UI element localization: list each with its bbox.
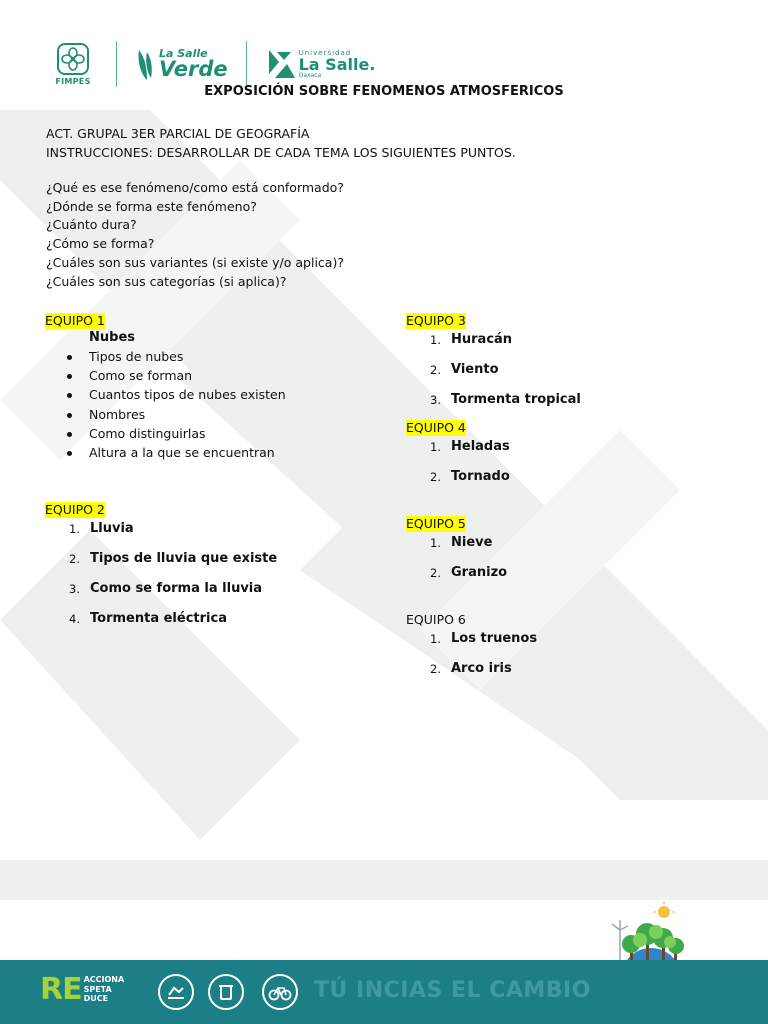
team-6-list bbox=[406, 629, 537, 678]
list-item bbox=[45, 405, 286, 424]
list-item bbox=[45, 385, 286, 404]
list-item bbox=[45, 366, 286, 385]
recycle-bin-icon bbox=[208, 974, 244, 1010]
bullet-icon bbox=[67, 374, 72, 379]
list-item bbox=[406, 533, 507, 552]
bullet-icon bbox=[67, 413, 72, 418]
header-logos bbox=[48, 38, 375, 90]
team-4-section bbox=[406, 420, 510, 486]
activity-line: ACT. GRUPAL 3ER PARCIAL DE GEOGRAFÍA bbox=[46, 126, 310, 141]
list-item bbox=[406, 360, 581, 379]
list-item-text: Nombres bbox=[89, 406, 146, 422]
list-item bbox=[406, 659, 537, 678]
instructions-line: INSTRUCCIONES: DESARROLLAR DE CADA TEMA LOS SIGUIENTES PUNTOS. bbox=[46, 145, 516, 160]
team-1-topic: Nubes bbox=[89, 330, 135, 345]
list-number: 3. bbox=[430, 393, 441, 407]
team-1-bullets bbox=[45, 347, 286, 462]
list-item bbox=[45, 347, 286, 366]
question-item: ¿Cuáles son sus categorías (si aplica)? bbox=[46, 273, 287, 289]
logo-divider bbox=[116, 41, 117, 87]
list-item bbox=[406, 467, 510, 486]
questions-list bbox=[46, 179, 344, 291]
list-item bbox=[406, 390, 581, 409]
list-item-text: Tormenta eléctrica bbox=[90, 611, 227, 626]
list-item-text: Altura a la que se encuentran bbox=[89, 445, 275, 461]
re-word: DUCE bbox=[83, 994, 109, 1004]
leaf-icon bbox=[135, 46, 157, 82]
lasalle-label: La Salle. bbox=[298, 54, 376, 74]
lasalle-verde-bottom: Verde bbox=[159, 57, 228, 81]
lasalle-verde-logo bbox=[135, 46, 228, 82]
list-item bbox=[45, 579, 277, 598]
list-item bbox=[406, 629, 537, 648]
recycle-hand-icon bbox=[158, 974, 194, 1010]
list-item bbox=[45, 424, 286, 443]
bullet-icon bbox=[67, 432, 72, 437]
list-item-text: Tipos de lluvia que existe bbox=[90, 551, 278, 566]
question-item: ¿Qué es ese fenómeno/como está conformado? bbox=[46, 180, 344, 195]
lasalle-verde-top: La Salle bbox=[159, 47, 208, 60]
footer-slogan: TÚ INCIAS EL CAMBIO bbox=[314, 978, 591, 1003]
team-5-label: EQUIPO 5 bbox=[406, 516, 466, 531]
list-number: 2. bbox=[430, 566, 441, 580]
list-number: 4. bbox=[69, 612, 80, 626]
list-number: 1. bbox=[430, 536, 441, 550]
footer-banner bbox=[0, 960, 768, 1024]
re-label: RE bbox=[40, 972, 82, 1007]
team-3-label: EQUIPO 3 bbox=[406, 313, 466, 328]
list-number: 1. bbox=[69, 522, 80, 536]
universidad-lasalle-logo bbox=[265, 48, 376, 80]
list-number: 1. bbox=[430, 333, 441, 347]
list-number: 2. bbox=[69, 552, 80, 566]
fimpes-label: FIMPES bbox=[55, 77, 91, 86]
team-3-section bbox=[406, 313, 581, 409]
question-item: ¿Cuáles son sus variantes (si existe y/o aplica)? bbox=[46, 254, 344, 270]
team-3-list bbox=[406, 330, 581, 409]
team-5-list bbox=[406, 533, 507, 582]
list-item bbox=[406, 563, 507, 582]
list-number: 1. bbox=[430, 632, 441, 646]
team-2-list bbox=[45, 519, 277, 628]
re-word: SPETA bbox=[83, 984, 112, 994]
list-item-text: Los truenos bbox=[451, 631, 538, 646]
list-item bbox=[45, 549, 277, 568]
list-item-text: Granizo bbox=[451, 565, 508, 580]
fimpes-logo bbox=[48, 42, 98, 86]
team-2-section bbox=[45, 502, 277, 628]
list-item-text: Tornado bbox=[451, 469, 510, 484]
list-item bbox=[45, 609, 277, 628]
team-6-section bbox=[406, 612, 537, 678]
question-item: ¿Cuánto dura? bbox=[46, 217, 137, 233]
fimpes-flower-icon bbox=[56, 42, 90, 76]
logo-divider bbox=[246, 41, 247, 87]
team-2-label: EQUIPO 2 bbox=[45, 502, 105, 517]
list-number: 3. bbox=[69, 582, 80, 596]
list-item-text: Como distinguirlas bbox=[89, 425, 206, 441]
list-item-text: Como se forman bbox=[89, 368, 193, 384]
list-item-text: Lluvia bbox=[90, 521, 134, 536]
intro-block bbox=[46, 124, 516, 162]
team-5-section bbox=[406, 516, 507, 582]
list-item-text: Heladas bbox=[451, 439, 510, 454]
lasalle-star-icon bbox=[265, 48, 295, 80]
list-item-text: Viento bbox=[451, 362, 499, 377]
team-1-section bbox=[45, 313, 286, 462]
list-item-text: Arco iris bbox=[451, 661, 512, 676]
bicycle-icon bbox=[262, 974, 298, 1010]
list-item-text: Cuantos tipos de nubes existen bbox=[89, 387, 286, 403]
list-item bbox=[406, 437, 510, 456]
universidad-label: Universidad bbox=[298, 48, 352, 57]
bullet-icon bbox=[67, 451, 72, 456]
list-number: 2. bbox=[430, 662, 441, 676]
question-item: ¿Dónde se forma este fenómeno? bbox=[46, 198, 257, 214]
team-1-label: EQUIPO 1 bbox=[45, 313, 105, 328]
bullet-icon bbox=[67, 355, 72, 360]
list-number: 1. bbox=[430, 440, 441, 454]
team-6-label: EQUIPO 6 bbox=[406, 612, 466, 627]
oaxaca-label: Oaxaca bbox=[298, 71, 322, 79]
list-item bbox=[45, 443, 286, 462]
list-item-text: Como se forma la lluvia bbox=[90, 581, 263, 596]
list-item-text: Tipos de nubes bbox=[89, 349, 184, 364]
list-item bbox=[406, 330, 581, 349]
team-4-label: EQUIPO 4 bbox=[406, 420, 466, 435]
list-item bbox=[45, 519, 277, 538]
list-number: 2. bbox=[430, 470, 441, 484]
list-number: 2. bbox=[430, 363, 441, 377]
list-item-text: Nieve bbox=[451, 535, 493, 550]
bullet-icon bbox=[67, 393, 72, 398]
team-4-list bbox=[406, 437, 510, 486]
re-logo bbox=[40, 972, 124, 1007]
re-word: ACCIONA bbox=[83, 975, 125, 985]
document-title: EXPOSICIÓN SOBRE FENOMENOS ATMOSFERICOS bbox=[204, 84, 564, 99]
list-item-text: Huracán bbox=[451, 332, 513, 347]
list-item-text: Tormenta tropical bbox=[451, 392, 581, 407]
question-item: ¿Cómo se forma? bbox=[46, 236, 155, 252]
